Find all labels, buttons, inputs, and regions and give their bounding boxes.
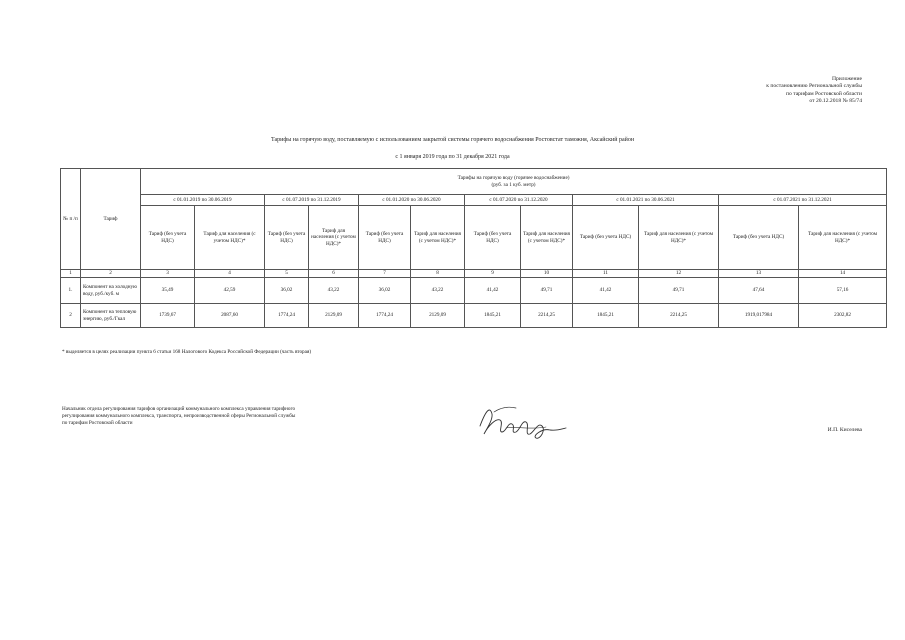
tariff-header: Тариф [81, 169, 141, 270]
table-cell: 1919,017984 [719, 304, 799, 328]
table-cell: 35,49 [141, 278, 195, 304]
table-cell: 1845,21 [465, 304, 521, 328]
column-number: 8 [411, 270, 465, 278]
table-cell: 2214,25 [521, 304, 573, 328]
column-number: 13 [719, 270, 799, 278]
group-header-unit: (руб. за 1 куб. метр) [491, 181, 536, 188]
table-cell: 41,42 [465, 278, 521, 304]
appendix-line: по тарифам Ростовской области [786, 90, 862, 97]
table-cell: 1739,67 [141, 304, 195, 328]
table-cell: 41,42 [573, 278, 639, 304]
column-number: 2 [81, 270, 141, 278]
table-cell: 49,71 [639, 278, 719, 304]
table-cell: 43,22 [309, 278, 359, 304]
subheader-cell: Тариф для населения (с учетом НДС)* [521, 206, 573, 270]
period-header: с 01.01.2019 по 30.06.2019 [141, 195, 265, 206]
period-header: с 01.07.2019 по 31.12.2019 [265, 195, 359, 206]
signer-name: И.П. Киселева [827, 427, 862, 433]
footnote: * выделяется в целях реализации пункта 6 статьи 168 Налогового Кодекса Российской Федерации (часть вторая) [62, 349, 312, 355]
subheader-cell: Тариф для населения (с учетом НДС)* [411, 206, 465, 270]
table-cell: 2302,82 [799, 304, 887, 328]
period-header: с 01.01.2021 по 30.06.2021 [573, 195, 719, 206]
subheader-cell: Тариф (без учета НДС) [141, 206, 195, 270]
table-cell: 2214,25 [639, 304, 719, 328]
handwritten-signature [476, 400, 568, 442]
row-number: 2 [61, 304, 81, 328]
subheader-cell: Тариф для населения (с учетом НДС)* [309, 206, 359, 270]
subheader-cell: Тариф (без учета НДС) [573, 206, 639, 270]
column-number: 4 [195, 270, 265, 278]
table-cell: 36,02 [265, 278, 309, 304]
appendix-note [766, 76, 862, 106]
table-row [61, 304, 887, 328]
table-cell: 43,22 [411, 278, 465, 304]
row-name: Компонент на холодную воду, руб./куб. м [81, 278, 141, 304]
tariff-table [60, 168, 887, 328]
column-number: 12 [639, 270, 719, 278]
subheader-cell: Тариф для населения (с учетом НДС)* [799, 206, 887, 270]
signoff-block [62, 406, 295, 427]
table-row [61, 278, 887, 304]
table-cell: 1774,24 [359, 304, 411, 328]
period-header: с 01.07.2020 по 31.12.2020 [465, 195, 573, 206]
column-number: 3 [141, 270, 195, 278]
column-number: 7 [359, 270, 411, 278]
table-cell: 2129,09 [309, 304, 359, 328]
column-number: 10 [521, 270, 573, 278]
period-header: с 01.07.2021 по 31.12.2021 [719, 195, 887, 206]
signoff-line: по тарифам Ростовской области [62, 420, 133, 426]
column-number: 9 [465, 270, 521, 278]
table-cell: 36,02 [359, 278, 411, 304]
num-header: № п /п [61, 169, 81, 270]
table-cell: 1845,21 [573, 304, 639, 328]
table-cell: 1774,24 [265, 304, 309, 328]
subheader-cell: Тариф (без учета НДС) [265, 206, 309, 270]
appendix-line: от 20.12.2018 № 85/74 [809, 98, 862, 105]
table-cell: 2129,09 [411, 304, 465, 328]
document-title: Тарифы на горячую воду, поставляемую с использованием закрытой системы горячего водоснабжения Ростовстат таможня, Аксайский район [270, 137, 635, 143]
column-number: 11 [573, 270, 639, 278]
row-number: 1. [61, 278, 81, 304]
column-number: 1 [61, 270, 81, 278]
subheader-cell: Тариф (без учета НДС) [359, 206, 411, 270]
subheader-cell: Тариф для населения (с учетом НДС)* [639, 206, 719, 270]
row-name: Компонент на тепловую энергию, руб./Гкал [81, 304, 141, 328]
subheader-cell: Тариф (без учета НДС) [719, 206, 799, 270]
signoff-line: регулирования коммунального комплекса, транспорта, непроизводственной сферы Региональной службы [62, 413, 296, 419]
column-number: 14 [799, 270, 887, 278]
column-number: 6 [309, 270, 359, 278]
signoff-line: Начальник отдела регулирования тарифов организаций коммунального комплекса управления тарифного [62, 406, 296, 412]
table-cell: 42,59 [195, 278, 265, 304]
appendix-line: Приложение [831, 76, 862, 82]
appendix-line: к постановлению Региональной службы [766, 83, 862, 90]
table-cell: 47,64 [719, 278, 799, 304]
table-cell: 49,71 [521, 278, 573, 304]
table-cell: 57,16 [799, 278, 887, 304]
group-header-line: Тарифы на горячую воду (горячее водоснабжение) [457, 175, 570, 182]
column-number: 5 [265, 270, 309, 278]
table-cell: 2087,60 [195, 304, 265, 328]
document-period: с 1 января 2019 года по 31 декабря 2021 года [395, 154, 510, 160]
period-header: с 01.01.2020 по 30.06.2020 [359, 195, 465, 206]
subheader-cell: Тариф (без учета НДС) [465, 206, 521, 270]
group-header [141, 169, 887, 195]
subheader-cell: Тариф для населения (с учетом НДС)* [195, 206, 265, 270]
